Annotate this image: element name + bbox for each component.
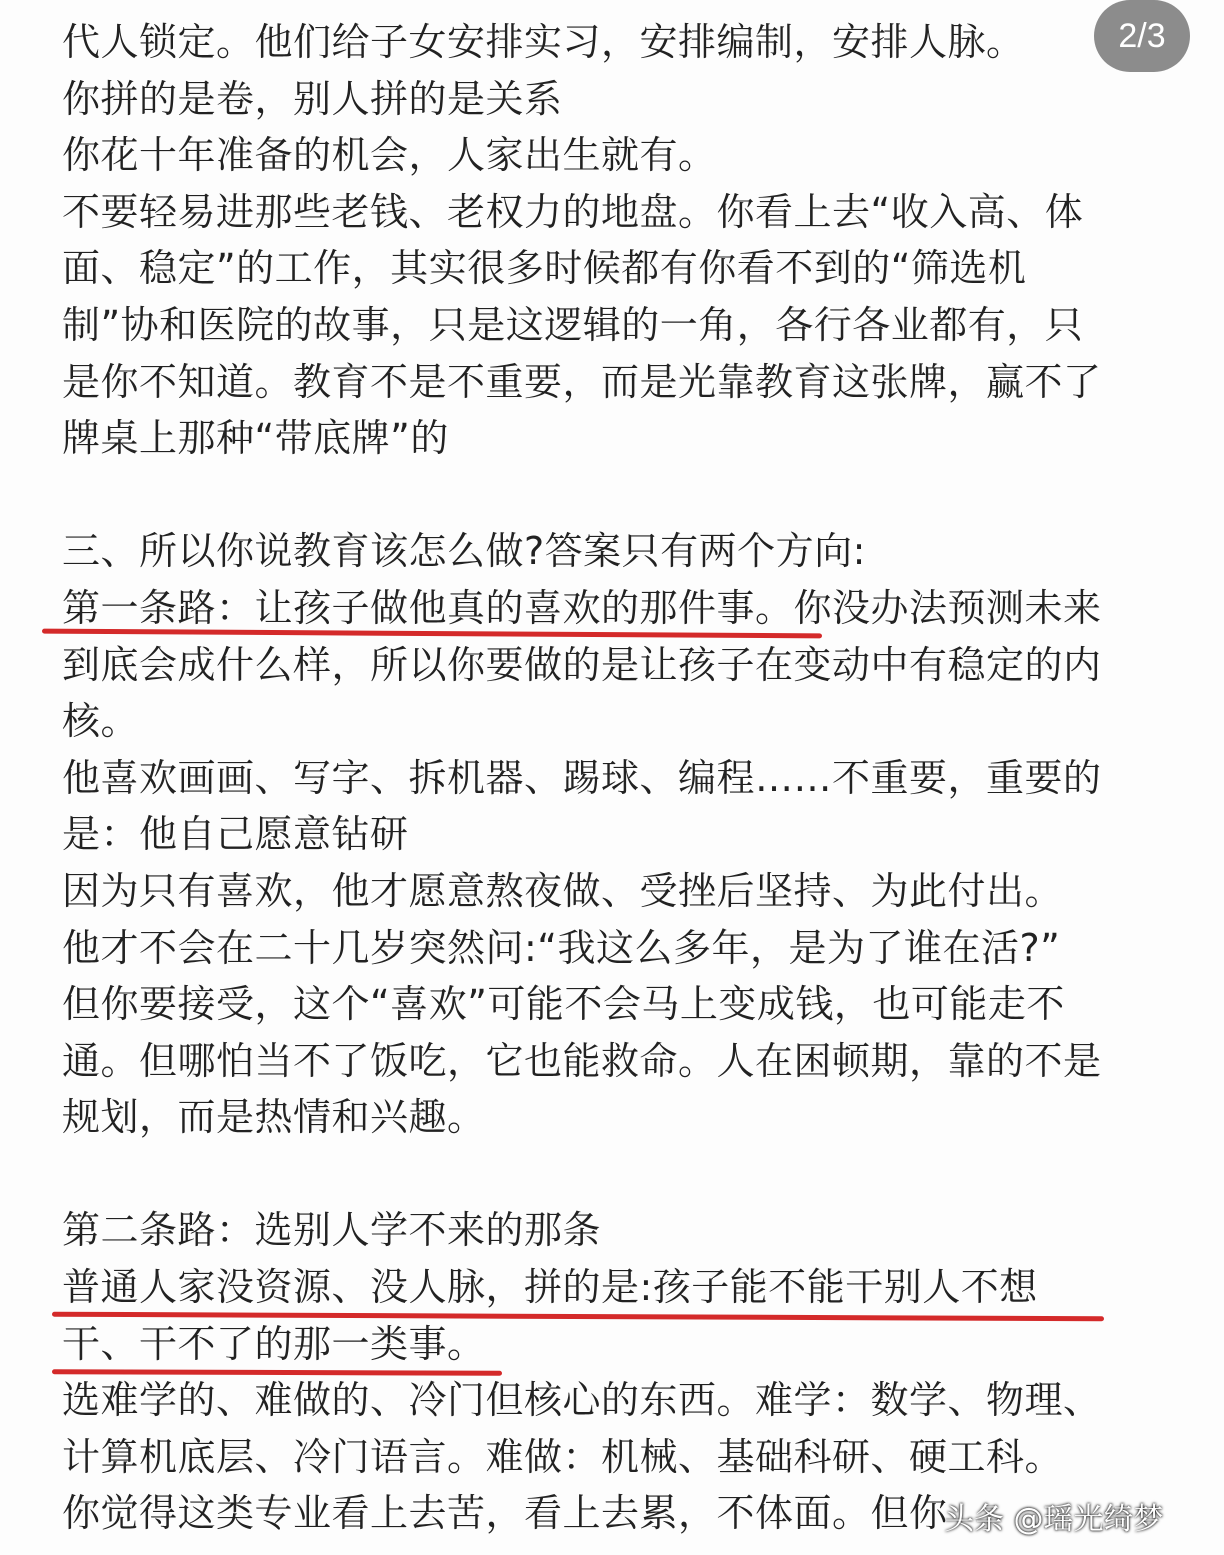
text-line: 是你不知道。教育不是不重要，而是光靠教育这张牌，赢不了 — [62, 359, 1102, 404]
paragraph-gap — [62, 467, 1162, 524]
text-line: 计算机底层、冷门语言。难做：机械、基础科研、硬工科。 — [62, 1434, 1064, 1479]
text-line: 制”协和医院的故事，只是这逻辑的一角，各行各业都有，只 — [62, 302, 1084, 347]
text-line: 第一条路：让孩子做他真的喜欢的那件事。你没办法预测未来 — [62, 585, 1102, 630]
section-heading: 三、所以你说教育该怎么做?答案只有两个方向: — [62, 529, 866, 574]
watermark-text: 头条 @瑶光绮梦 — [944, 1502, 1164, 1537]
text-line: 但你要接受，这个“喜欢”可能不会马上变成钱，也可能走不 — [62, 982, 1065, 1027]
text-line: 到底会成什么样，所以你要做的是让孩子在变动中有稳定的内 — [62, 642, 1102, 687]
text-line: 是：他自己愿意钻研 — [62, 812, 409, 857]
text-line: 他才不会在二十几岁突然问:“我这么多年，是为了谁在活?” — [62, 925, 1061, 970]
text-line: 核。 — [62, 699, 140, 744]
text-line: 他喜欢画画、写字、拆机器、踢球、编程……不重要，重要的 — [62, 755, 1102, 800]
text-line: 牌桌上那种“带底牌”的 — [62, 416, 449, 461]
paragraph-gap — [62, 1146, 1162, 1203]
text-line: 通。但哪怕当不了饭吃，它也能救命。人在困顿期，靠的不是 — [62, 1038, 1102, 1083]
text-line: 代人锁定。他们给子女安排实习，安排编制，安排人脉。 — [62, 20, 1025, 64]
text-line: 普通人家没资源、没人脉，拼的是:孩子能不能干别人不想 — [62, 1265, 1038, 1310]
text-line: 面、稳定”的工作，其实很多时候都有你看不到的“筛选机 — [62, 246, 1027, 291]
text-line: 因为只有喜欢，他才愿意熬夜做、受挫后坚持、为此付出。 — [62, 868, 1064, 913]
text-line: 干、干不了的那一类事。 — [62, 1321, 486, 1366]
text-line: 规划，而是热情和兴趣。 — [62, 1095, 486, 1140]
page-indicator-badge[interactable]: 2/3 — [1094, 0, 1190, 72]
text-line: 选难学的、难做的、冷门但核心的东西。难学：数学、物理、 — [62, 1378, 1102, 1423]
text-line: 不要轻易进那些老钱、老权力的地盘。你看上去“收入高、体 — [62, 189, 1084, 234]
text-line: 第二条路：选别人学不来的那条 — [62, 1208, 602, 1253]
text-line: 你觉得这类专业看上去苦，看上去累，不体面。但你 — [62, 1491, 948, 1536]
text-line: 你花十年准备的机会，人家出生就有。 — [62, 133, 717, 178]
source-watermark — [944, 1488, 1164, 1544]
text-line: 你拼的是卷，别人拼的是关系 — [62, 76, 563, 121]
